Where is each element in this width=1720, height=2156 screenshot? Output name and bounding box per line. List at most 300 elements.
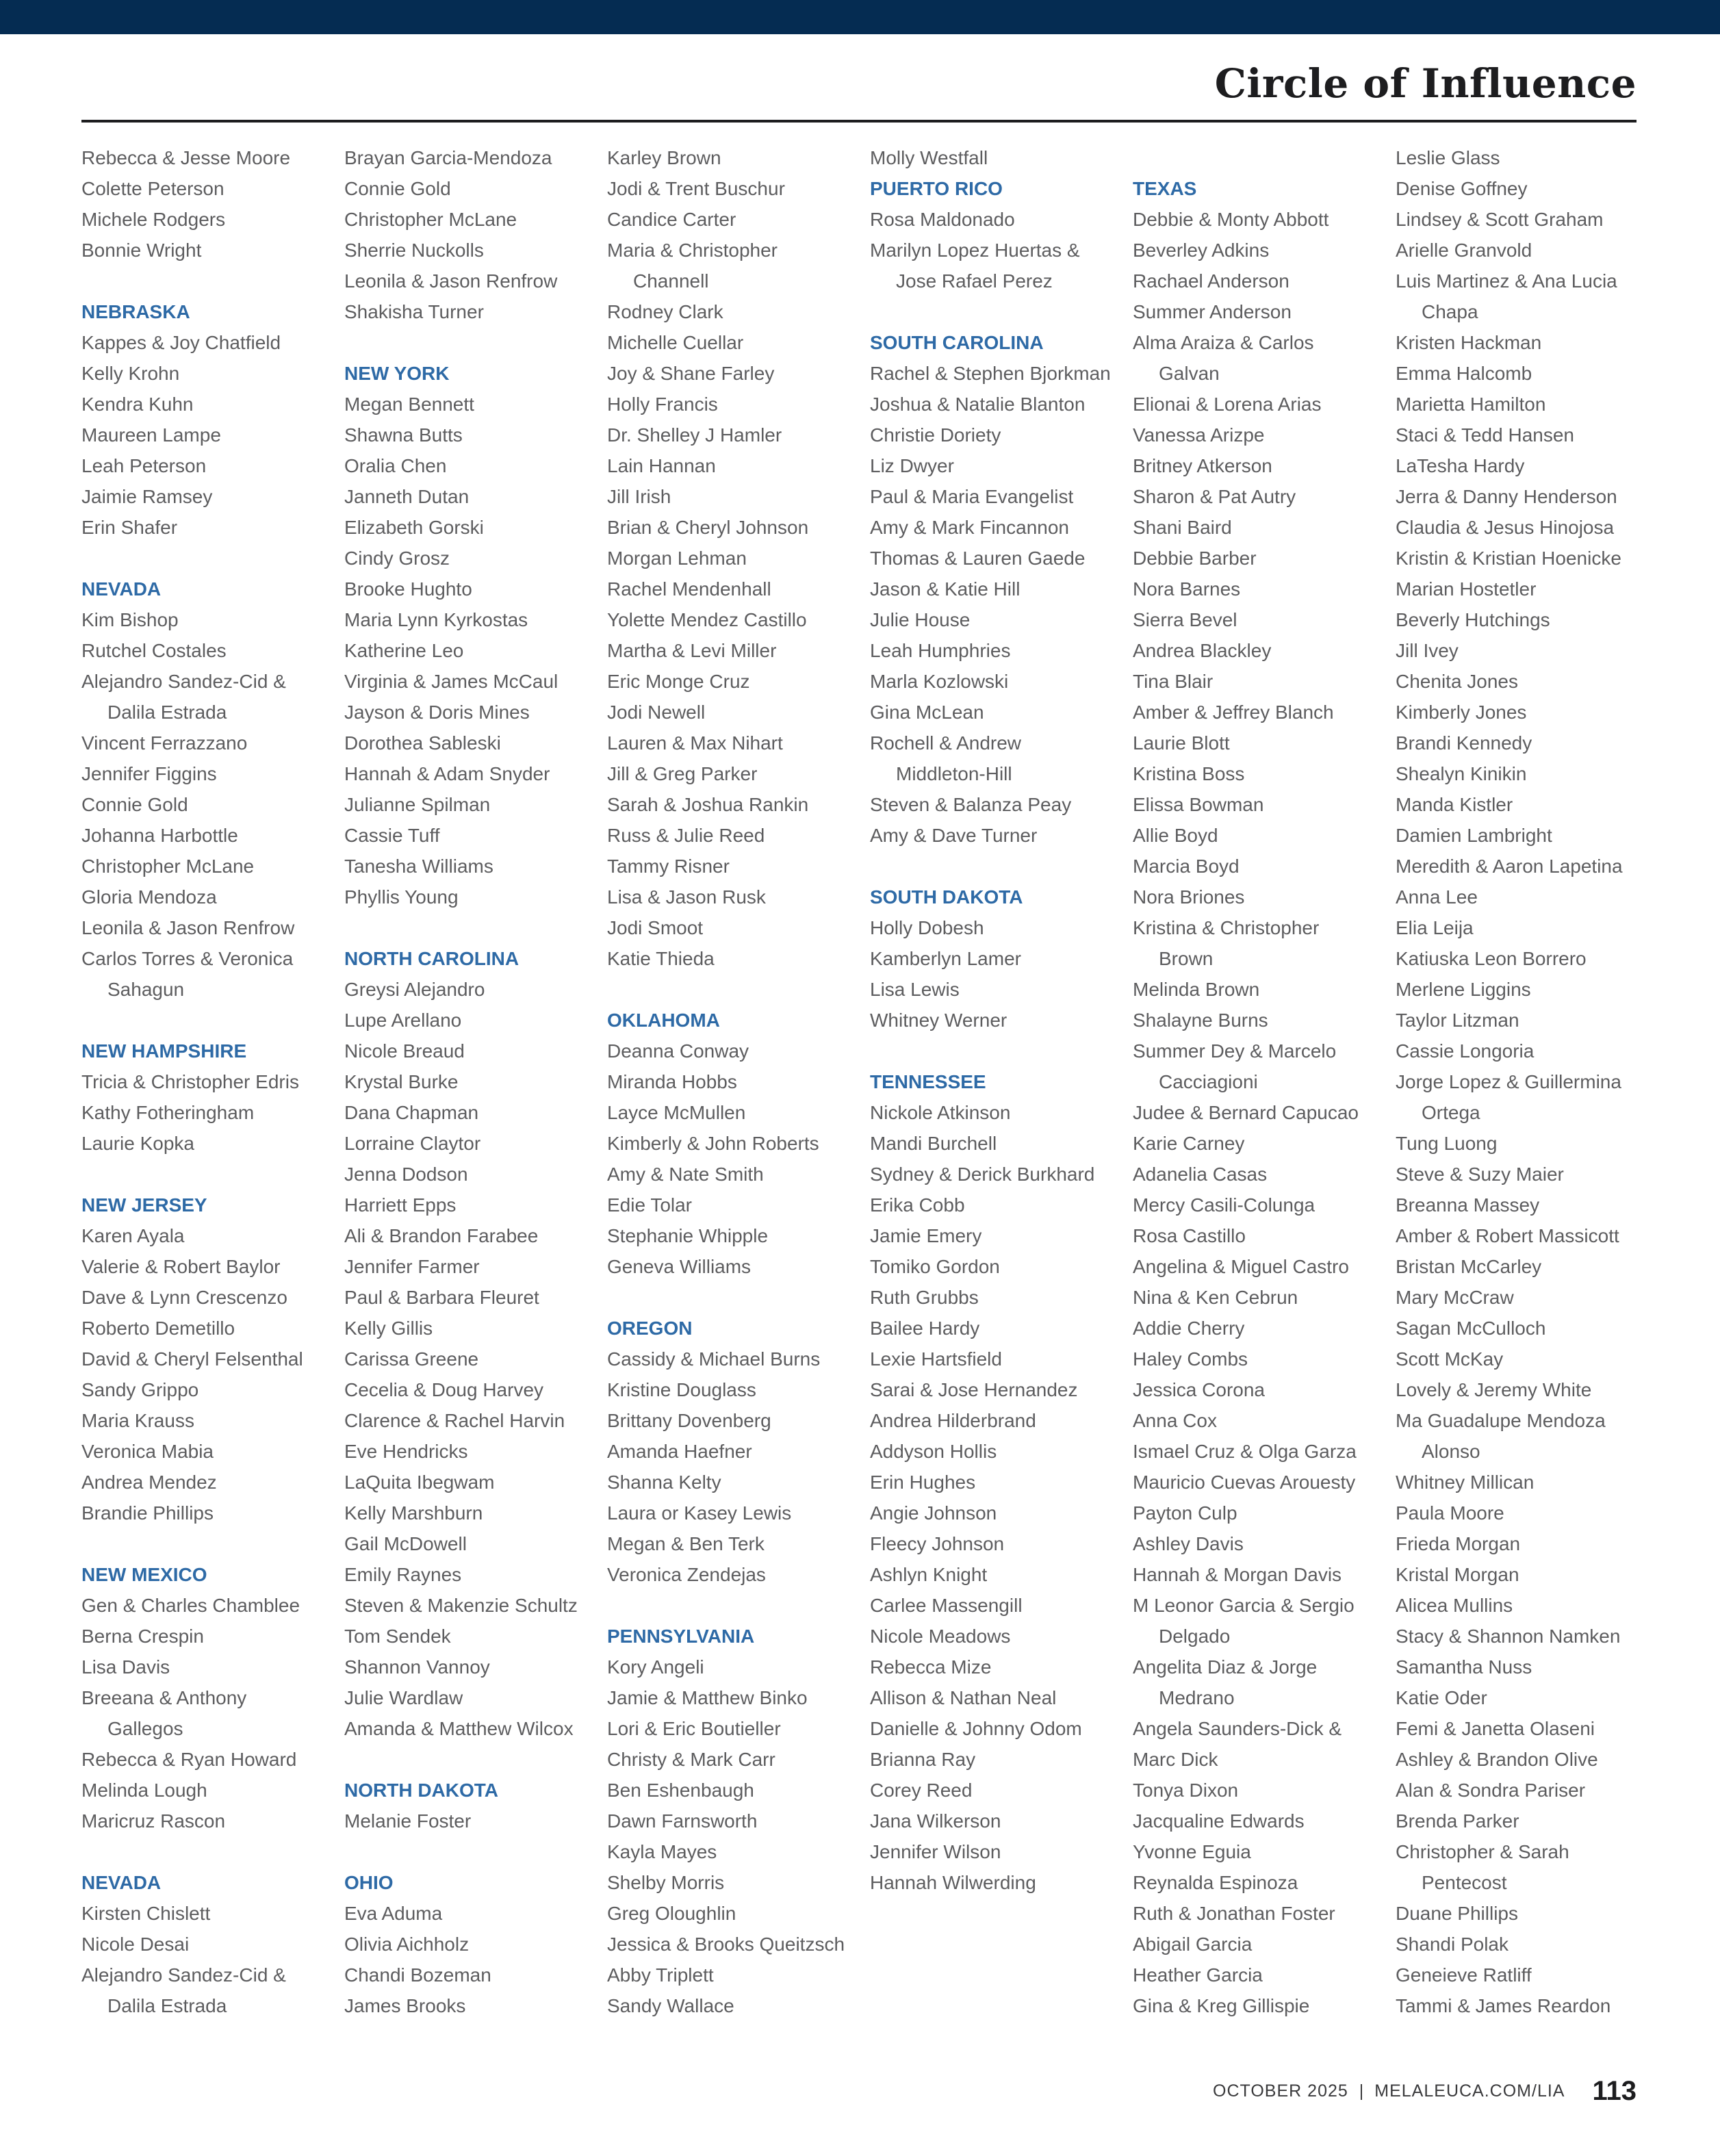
member-name: Sarah & Joshua Rankin: [607, 794, 809, 815]
member-name: Dawn Farnsworth: [607, 1810, 758, 1832]
member-name: Rodney Clark: [607, 301, 723, 322]
member-name: Cecelia & Doug Harvey: [344, 1379, 544, 1400]
member-name: Arielle Granvold: [1396, 240, 1532, 261]
member-name: Merlene Liggins: [1396, 979, 1531, 1000]
member-name: Christopher McLane: [344, 209, 517, 230]
member-name: Sagan McCulloch: [1396, 1318, 1546, 1339]
member-name: Cindy Grosz: [344, 548, 450, 569]
member-name: Jana Wilkerson: [870, 1810, 1001, 1832]
state-heading: NEW YORK: [344, 363, 450, 384]
member-name: Laurie Blott: [1133, 732, 1230, 754]
member-name: Breeana & Anthony: [81, 1687, 247, 1708]
section-gap: [344, 1836, 598, 1867]
member-name-continued: Middleton-Hill: [896, 763, 1012, 784]
member-name: Jennifer Farmer: [344, 1256, 480, 1277]
member-name: Kappes & Joy Chatfield: [81, 332, 281, 353]
member-name: Angela Saunders-Dick &: [1133, 1718, 1342, 1739]
member-name: Hannah Wilwerding: [870, 1872, 1036, 1893]
section-gap: [81, 1836, 335, 1867]
member-name: Erika Cobb: [870, 1194, 965, 1216]
member-name: Maureen Lampe: [81, 424, 221, 446]
member-name: Chandi Bozeman: [344, 1964, 491, 1986]
member-name: Nickole Atkinson: [870, 1102, 1011, 1123]
issue-date: OCTOBER 2025: [1213, 2081, 1348, 2101]
member-name: Kristine Douglass: [607, 1379, 756, 1400]
member-name: Nora Barnes: [1133, 578, 1241, 600]
member-name: Rachel & Stephen Bjorkman: [870, 363, 1111, 384]
member-name: Leonila & Jason Renfrow: [81, 917, 295, 938]
member-name: Shannon Vannoy: [344, 1656, 490, 1678]
member-name: Leslie Glass: [1396, 147, 1500, 168]
member-name: Amber & Robert Massicott: [1396, 1225, 1619, 1246]
member-name: Cassie Tuff: [344, 825, 440, 846]
member-name: Sharon & Pat Autry: [1133, 486, 1296, 507]
member-name: Candice Carter: [607, 209, 736, 230]
member-name: Steve & Suzy Maier: [1396, 1164, 1564, 1185]
member-name: Beverly Hutchings: [1396, 609, 1550, 630]
member-name: Kelly Gillis: [344, 1318, 433, 1339]
member-name: Kristal Morgan: [1396, 1564, 1519, 1585]
member-name: Ashley Davis: [1133, 1533, 1244, 1554]
member-name: Ma Guadalupe Mendoza: [1396, 1410, 1606, 1431]
member-name: Rachael Anderson: [1133, 270, 1289, 292]
member-name: Angelita Diaz & Jorge: [1133, 1656, 1318, 1678]
member-name: Holly Dobesh: [870, 917, 984, 938]
member-name: Janneth Dutan: [344, 486, 470, 507]
state-heading: NEW MEXICO: [81, 1564, 207, 1585]
member-name: Marla Kozlowski: [870, 671, 1009, 692]
member-name: Carlos Torres & Veronica: [81, 948, 294, 969]
member-name: Emily Raynes: [344, 1564, 462, 1585]
member-name: Erin Shafer: [81, 517, 178, 538]
member-name: Kristina Boss: [1133, 763, 1245, 784]
member-name: Tung Luong: [1396, 1133, 1498, 1154]
member-name-continued: Medrano: [1159, 1687, 1235, 1708]
member-name: Berna Crespin: [81, 1626, 204, 1647]
member-name: Marilyn Lopez Huertas &: [870, 240, 1080, 261]
section-gap: [607, 974, 860, 1005]
member-name: Karen Ayala: [81, 1225, 185, 1246]
member-name-continued: Dalila Estrada: [107, 1995, 227, 2016]
member-name: Meredith & Aaron Lapetina: [1396, 856, 1623, 877]
member-name: Gail McDowell: [344, 1533, 467, 1554]
member-name: Andrea Mendez: [81, 1472, 217, 1493]
member-name: Amanda & Matthew Wilcox: [344, 1718, 574, 1739]
member-name: Whitney Millican: [1396, 1472, 1535, 1493]
member-name: Claudia & Jesus Hinojosa: [1396, 517, 1615, 538]
member-name: Laurie Kopka: [81, 1133, 195, 1154]
member-name: Debbie & Monty Abbott: [1133, 209, 1329, 230]
member-name: Karley Brown: [607, 147, 721, 168]
member-name: Addyson Hollis: [870, 1441, 997, 1462]
state-heading: SOUTH DAKOTA: [870, 886, 1023, 908]
member-name: Jill Ivey: [1396, 640, 1459, 661]
member-name: Jamie Emery: [870, 1225, 982, 1246]
member-name: Christy & Mark Carr: [607, 1749, 775, 1770]
state-heading: OKLAHOMA: [607, 1010, 720, 1031]
website-link[interactable]: MELALEUCA.COM/LIA: [1374, 2081, 1565, 2101]
member-name: Geneieve Ratliff: [1396, 1964, 1532, 1986]
member-name: Denise Goffney: [1396, 178, 1528, 199]
member-name: Liz Dwyer: [870, 455, 954, 476]
member-name: Melinda Lough: [81, 1780, 207, 1801]
member-name: Nicole Meadows: [870, 1626, 1011, 1647]
member-name: Greysi Alejandro: [344, 979, 485, 1000]
member-name: Maria & Christopher: [607, 240, 778, 261]
member-name: Taylor Litzman: [1396, 1010, 1519, 1031]
member-name: Anna Lee: [1396, 886, 1478, 908]
section-gap: [81, 1159, 335, 1190]
member-name-continued: Cacciagioni: [1159, 1071, 1258, 1092]
member-name: Nicole Desai: [81, 1934, 190, 1955]
top-banner-bar: [0, 0, 1720, 34]
member-name: Tina Blair: [1133, 671, 1214, 692]
member-name: Anna Cox: [1133, 1410, 1217, 1431]
member-name: Mauricio Cuevas Arouesty: [1133, 1472, 1356, 1493]
member-name-continued: Galvan: [1159, 363, 1220, 384]
member-name: Jayson & Doris Mines: [344, 702, 530, 723]
state-heading: NORTH DAKOTA: [344, 1780, 499, 1801]
member-name: Paul & Barbara Fleuret: [344, 1287, 539, 1308]
member-name: Brittany Dovenberg: [607, 1410, 771, 1431]
member-name: Michelle Cuellar: [607, 332, 744, 353]
state-heading: OHIO: [344, 1872, 394, 1893]
page-number: 113: [1592, 2075, 1636, 2106]
member-name: Sierra Bevel: [1133, 609, 1237, 630]
member-name: Erin Hughes: [870, 1472, 976, 1493]
member-name: Tom Sendek: [344, 1626, 451, 1647]
member-name: Jodi & Trent Buschur: [607, 178, 785, 199]
section-gap: [344, 1744, 598, 1775]
column-2: [344, 142, 598, 2021]
state-heading: NEVADA: [81, 578, 162, 600]
member-name: Kirsten Chislett: [81, 1903, 211, 1924]
member-name: Kathy Fotheringham: [81, 1102, 255, 1123]
member-name-continued: Pentecost: [1422, 1872, 1507, 1893]
member-name: Miranda Hobbs: [607, 1071, 737, 1092]
member-name: Nicole Breaud: [344, 1040, 465, 1062]
member-name: Katherine Leo: [344, 640, 464, 661]
member-name: Breanna Massey: [1396, 1194, 1540, 1216]
member-name: Kim Bishop: [81, 609, 179, 630]
member-name: Rosa Maldonado: [870, 209, 1015, 230]
member-name: Summer Anderson: [1133, 301, 1292, 322]
member-name: Christopher McLane: [81, 856, 255, 877]
member-name: Nora Briones: [1133, 886, 1245, 908]
member-name: M Leonor Garcia & Sergio: [1133, 1595, 1355, 1616]
member-name: Shani Baird: [1133, 517, 1232, 538]
member-name: Johanna Harbottle: [81, 825, 238, 846]
member-name: Kamberlyn Lamer: [870, 948, 1021, 969]
member-name: Amy & Dave Turner: [870, 825, 1038, 846]
section-gap: [1133, 142, 1386, 173]
member-name: Maria Lynn Kyrkostas: [344, 609, 528, 630]
member-name: Rachel Mendenhall: [607, 578, 771, 600]
member-name: Lupe Arellano: [344, 1010, 462, 1031]
member-name: Krystal Burke: [344, 1071, 459, 1092]
member-name: Thomas & Lauren Gaede: [870, 548, 1086, 569]
member-name: Kelly Krohn: [81, 363, 180, 384]
member-name: Haley Combs: [1133, 1348, 1248, 1370]
member-name: Mandi Burchell: [870, 1133, 997, 1154]
member-name: Ali & Brandon Farabee: [344, 1225, 539, 1246]
member-name: Jason & Katie Hill: [870, 578, 1021, 600]
member-name: Jennifer Wilson: [870, 1841, 1001, 1862]
member-name: Alan & Sondra Pariser: [1396, 1780, 1586, 1801]
member-name: Julie House: [870, 609, 971, 630]
member-name: Kimberly Jones: [1396, 702, 1527, 723]
member-name: Leah Peterson: [81, 455, 207, 476]
member-name: Ashley & Brandon Olive: [1396, 1749, 1598, 1770]
member-name: Lorraine Claytor: [344, 1133, 481, 1154]
member-name: Morgan Lehman: [607, 548, 747, 569]
member-name: Christie Doriety: [870, 424, 1001, 446]
member-name: Tammi & James Reardon: [1396, 1995, 1611, 2016]
member-name: Jerra & Danny Henderson: [1396, 486, 1617, 507]
member-name-continued: Channell: [633, 270, 709, 292]
member-name: Russ & Julie Reed: [607, 825, 765, 846]
member-name: Katie Thieda: [607, 948, 715, 969]
member-name: Kendra Kuhn: [81, 394, 194, 415]
state-heading: OREGON: [607, 1318, 693, 1339]
state-heading: TENNESSEE: [870, 1071, 986, 1092]
member-name: Elia Leija: [1396, 917, 1474, 938]
member-name: Jodi Smoot: [607, 917, 704, 938]
member-name: Brenda Parker: [1396, 1810, 1519, 1832]
member-name-continued: Jose Rafael Perez: [896, 270, 1053, 292]
member-name: Jamie & Matthew Binko: [607, 1687, 808, 1708]
member-name: Lisa Lewis: [870, 979, 960, 1000]
member-name: Holly Francis: [607, 394, 718, 415]
member-name: Bonnie Wright: [81, 240, 202, 261]
member-name: Cassie Longoria: [1396, 1040, 1535, 1062]
member-name: Shelby Morris: [607, 1872, 725, 1893]
member-name: Rutchel Costales: [81, 640, 227, 661]
member-name: Mary McCraw: [1396, 1287, 1514, 1308]
member-name: Brayan Garcia-Mendoza: [344, 147, 552, 168]
member-name: Julie Wardlaw: [344, 1687, 463, 1708]
column-6: [1396, 142, 1649, 2021]
member-name: Layce McMullen: [607, 1102, 746, 1123]
member-name: Paula Moore: [1396, 1502, 1504, 1524]
member-name: Oralia Chen: [344, 455, 447, 476]
member-name: Ashlyn Knight: [870, 1564, 988, 1585]
member-name: Amy & Nate Smith: [607, 1164, 764, 1185]
member-name: Jacqualine Edwards: [1133, 1810, 1305, 1832]
member-name: Katiuska Leon Borrero: [1396, 948, 1587, 969]
member-name: Martha & Levi Miller: [607, 640, 777, 661]
member-name: Angie Johnson: [870, 1502, 997, 1524]
member-name: Vincent Ferrazzano: [81, 732, 248, 754]
member-name: Tonya Dixon: [1133, 1780, 1239, 1801]
member-name: Michele Rodgers: [81, 209, 226, 230]
section-gap: [344, 327, 598, 358]
member-name: Kayla Mayes: [607, 1841, 717, 1862]
member-name: Kory Angeli: [607, 1656, 704, 1678]
member-name: Marc Dick: [1133, 1749, 1218, 1770]
section-gap: [81, 1005, 335, 1036]
member-name: Karie Carney: [1133, 1133, 1245, 1154]
member-name: Dave & Lynn Crescenzo: [81, 1287, 287, 1308]
member-name: Lindsey & Scott Graham: [1396, 209, 1604, 230]
state-heading: PUERTO RICO: [870, 178, 1003, 199]
member-name: Jorge Lopez & Guillermina: [1396, 1071, 1621, 1092]
member-name: Colette Peterson: [81, 178, 224, 199]
member-name: Amber & Jeffrey Blanch: [1133, 702, 1334, 723]
member-name: Abigail Garcia: [1133, 1934, 1253, 1955]
member-name: Shanna Kelty: [607, 1472, 721, 1493]
member-name: Connie Gold: [81, 794, 188, 815]
section-gap: [81, 543, 335, 574]
member-name-continued: Gallegos: [107, 1718, 183, 1739]
member-name: Megan Bennett: [344, 394, 474, 415]
member-name: Summer Dey & Marcelo: [1133, 1040, 1337, 1062]
member-name: Yolette Mendez Castillo: [607, 609, 807, 630]
member-name: Dana Chapman: [344, 1102, 479, 1123]
member-name: Beverley Adkins: [1133, 240, 1270, 261]
member-name: Sandy Grippo: [81, 1379, 199, 1400]
member-name: Marietta Hamilton: [1396, 394, 1546, 415]
member-name: James Brooks: [344, 1995, 466, 2016]
member-name: Rochell & Andrew: [870, 732, 1022, 754]
member-name: Allie Boyd: [1133, 825, 1218, 846]
member-name: Edie Tolar: [607, 1194, 693, 1216]
member-name: Gloria Mendoza: [81, 886, 217, 908]
member-name: Kimberly & John Roberts: [607, 1133, 819, 1154]
member-name: Marian Hostetler: [1396, 578, 1537, 600]
state-heading: NEW HAMPSHIRE: [81, 1040, 247, 1062]
member-name: Judee & Bernard Capucao: [1133, 1102, 1359, 1123]
member-name: Brandi Kennedy: [1396, 732, 1532, 754]
member-name: Staci & Tedd Hansen: [1396, 424, 1574, 446]
member-name: Lovely & Jeremy White: [1396, 1379, 1592, 1400]
column-1: [81, 142, 335, 2021]
member-name: Vanessa Arizpe: [1133, 424, 1265, 446]
member-name: Whitney Werner: [870, 1010, 1007, 1031]
member-name: Shawna Butts: [344, 424, 463, 446]
member-name: Tricia & Christopher Edris: [81, 1071, 299, 1092]
section-gap: [870, 851, 1123, 882]
member-name: Veronica Zendejas: [607, 1564, 766, 1585]
member-name: Jennifer Figgins: [81, 763, 217, 784]
member-name-continued: Brown: [1159, 948, 1214, 969]
member-name: Harriett Epps: [344, 1194, 457, 1216]
member-name: Gen & Charles Chamblee: [81, 1595, 300, 1616]
member-name: Manda Kistler: [1396, 794, 1513, 815]
member-name: Dr. Shelley J Hamler: [607, 424, 782, 446]
member-name: Geneva Williams: [607, 1256, 752, 1277]
member-name: Deanna Conway: [607, 1040, 749, 1062]
member-name: Danielle & Johnny Odom: [870, 1718, 1082, 1739]
member-name: Lauren & Max Nihart: [607, 732, 783, 754]
member-name: Molly Westfall: [870, 147, 988, 168]
member-name: Phyllis Young: [344, 886, 459, 908]
member-name: Fleecy Johnson: [870, 1533, 1005, 1554]
member-name: Shakisha Turner: [344, 301, 484, 322]
member-name: David & Cheryl Felsenthal: [81, 1348, 303, 1370]
member-name: Corey Reed: [870, 1780, 973, 1801]
member-name: Shealyn Kinikin: [1396, 763, 1527, 784]
member-name: Clarence & Rachel Harvin: [344, 1410, 565, 1431]
member-name: Kristen Hackman: [1396, 332, 1542, 353]
member-name: Elionai & Lorena Arias: [1133, 394, 1322, 415]
member-name: Tammy Risner: [607, 856, 730, 877]
member-name: Hannah & Adam Snyder: [344, 763, 550, 784]
member-name: Gina McLean: [870, 702, 984, 723]
member-name: Alejandro Sandez-Cid &: [81, 1964, 286, 1986]
member-name: Jill & Greg Parker: [607, 763, 758, 784]
member-name: Brandie Phillips: [81, 1502, 214, 1524]
section-gap: [870, 1036, 1123, 1066]
member-name: Eve Hendricks: [344, 1441, 468, 1462]
name-columns: [81, 142, 1656, 2059]
member-name: Femi & Janetta Olaseni: [1396, 1718, 1595, 1739]
member-name: Kelly Marshburn: [344, 1502, 483, 1524]
member-name-continued: Dalila Estrada: [107, 702, 227, 723]
state-heading: NORTH CAROLINA: [344, 948, 519, 969]
state-heading: NEBRASKA: [81, 301, 190, 322]
member-name: Lori & Eric Boutieller: [607, 1718, 781, 1739]
member-name: Addie Cherry: [1133, 1318, 1245, 1339]
member-name: Alma Araiza & Carlos: [1133, 332, 1314, 353]
member-name: Maria Krauss: [81, 1410, 194, 1431]
member-name: Valerie & Robert Baylor: [81, 1256, 281, 1277]
member-name: Lisa & Jason Rusk: [607, 886, 766, 908]
member-name: Sandy Wallace: [607, 1995, 734, 2016]
member-name: Jill Irish: [607, 486, 671, 507]
member-name: Nina & Ken Cebrun: [1133, 1287, 1298, 1308]
column-3: [607, 142, 860, 2021]
member-name: Yvonne Eguia: [1133, 1841, 1251, 1862]
section-gap: [870, 296, 1123, 327]
member-name: Mercy Casili-Colunga: [1133, 1194, 1315, 1216]
member-name: Marcia Boyd: [1133, 856, 1240, 877]
member-name: Ruth & Jonathan Foster: [1133, 1903, 1335, 1924]
member-name: Chenita Jones: [1396, 671, 1519, 692]
member-name-continued: Alonso: [1422, 1441, 1480, 1462]
member-name: Jessica Corona: [1133, 1379, 1265, 1400]
member-name: Joy & Shane Farley: [607, 363, 775, 384]
member-name: Britney Atkerson: [1133, 455, 1272, 476]
member-name: Stephanie Whipple: [607, 1225, 769, 1246]
member-name: Debbie Barber: [1133, 548, 1257, 569]
state-heading: NEVADA: [81, 1872, 162, 1893]
state-heading: PENNSYLVANIA: [607, 1626, 755, 1647]
member-name: Brooke Hughto: [344, 578, 472, 600]
member-name: Rebecca Mize: [870, 1656, 992, 1678]
member-name: Gina & Kreg Gillispie: [1133, 1995, 1310, 2016]
member-name: Kristina & Christopher: [1133, 917, 1320, 938]
member-name: Leonila & Jason Renfrow: [344, 270, 558, 292]
column-5: [1133, 142, 1386, 2021]
member-name: Elissa Bowman: [1133, 794, 1264, 815]
member-name: Steven & Balanza Peay: [870, 794, 1072, 815]
member-name: Eva Aduma: [344, 1903, 443, 1924]
member-name: Jessica & Brooks Queitzsch: [607, 1934, 845, 1955]
member-name: Cassidy & Michael Burns: [607, 1348, 821, 1370]
member-name: Rebecca & Jesse Moore: [81, 147, 291, 168]
member-name: Shalayne Burns: [1133, 1010, 1268, 1031]
member-name: Amanda Haefner: [607, 1441, 752, 1462]
member-name: Heather Garcia: [1133, 1964, 1263, 1986]
member-name: Christopher & Sarah: [1396, 1841, 1569, 1862]
member-name: Bailee Hardy: [870, 1318, 980, 1339]
member-name: Jenna Dodson: [344, 1164, 468, 1185]
page-title: Circle of Influence: [1214, 60, 1636, 107]
member-name: Tomiko Gordon: [870, 1256, 1000, 1277]
member-name: Abby Triplett: [607, 1964, 714, 1986]
member-name: Allison & Nathan Neal: [870, 1687, 1057, 1708]
